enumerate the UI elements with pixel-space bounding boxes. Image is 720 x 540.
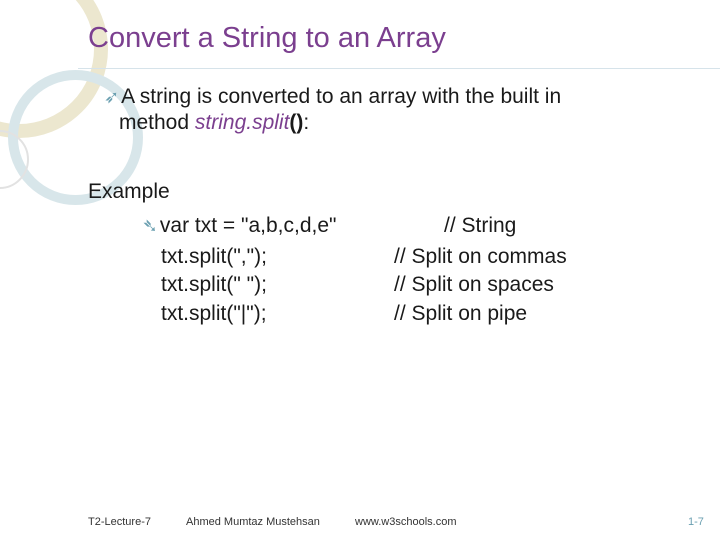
example-heading: Example	[88, 180, 170, 203]
code-line-1	[142, 214, 337, 238]
page-number: 1-7	[688, 516, 704, 528]
code-line-2: txt.split(",");	[161, 245, 267, 268]
footer-source: www.w3schools.com	[355, 516, 457, 528]
slide-title: Convert a String to an Array	[88, 22, 446, 54]
footer-lecture: T2-Lecture-7	[88, 516, 151, 528]
sub-bullet-arrow-icon: ➴	[142, 216, 158, 237]
bullet-point	[104, 84, 704, 136]
code-line-4: txt.split("|");	[161, 302, 267, 325]
code-line-3: txt.split(" ");	[161, 273, 267, 296]
code-comment-2: // Split on commas	[394, 245, 567, 268]
code-comment-1: // String	[444, 214, 517, 237]
method-parens: ()	[289, 111, 304, 134]
bullet-text-line1: A string is converted to an array with the built in	[121, 85, 562, 108]
bullet-text-line2	[104, 110, 704, 136]
title-divider	[78, 68, 720, 69]
bullet-text-end: :	[303, 111, 310, 134]
code-comment-3: // Split on spaces	[394, 273, 554, 296]
method-name: string.split	[194, 111, 290, 134]
code-text: var txt = "a,b,c,d,e"	[159, 214, 337, 237]
bullet-arrow-icon: ➶	[104, 87, 120, 107]
footer-author: Ahmed Mumtaz Mustehsan	[186, 516, 320, 528]
bullet-text-method-prefix: method	[119, 111, 195, 134]
decorative-circle-large	[0, 0, 108, 138]
code-comment-4: // Split on pipe	[394, 302, 528, 325]
decorative-circle-outline	[0, 130, 29, 189]
